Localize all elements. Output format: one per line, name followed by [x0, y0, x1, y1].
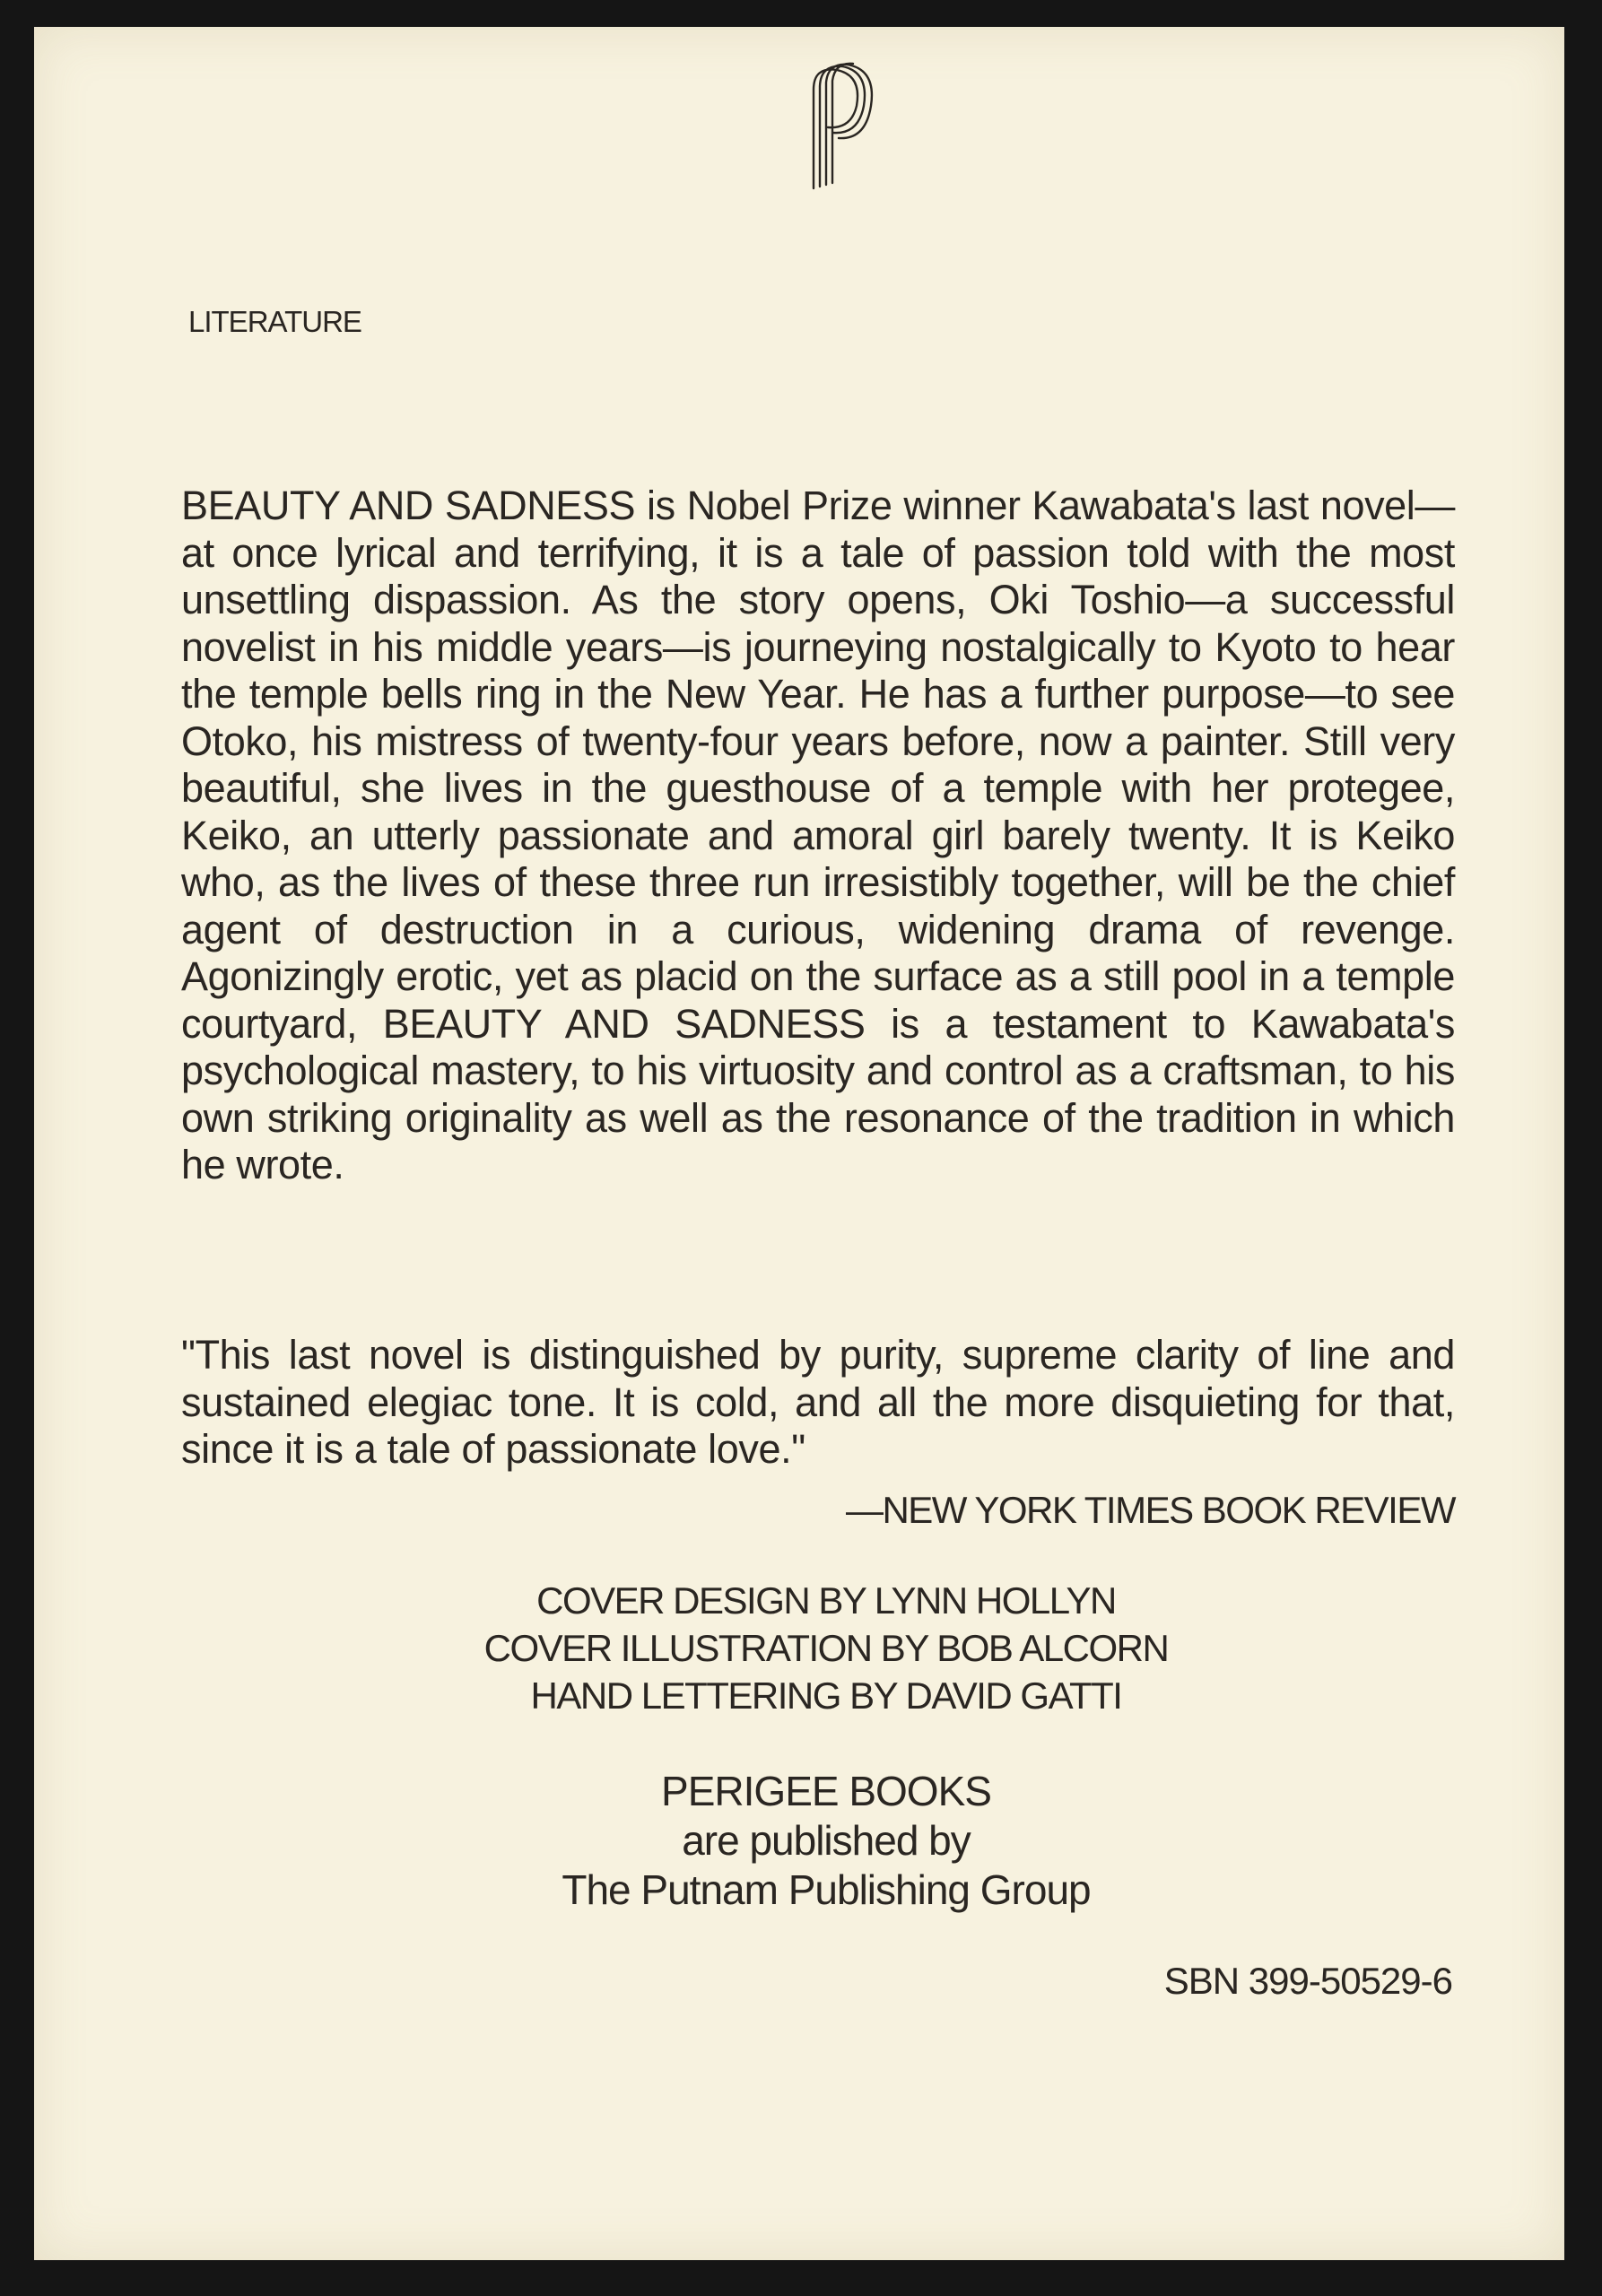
review-quote: "This last novel is distinguished by purity, supreme clarity of line and sustained elegiac tone. It is cold, and all the more disquieting for that, since it is a tale of passionate love." — [181, 1332, 1455, 1472]
isbn-number: SBN 399-50529-6 — [1163, 1960, 1452, 2002]
credit-line: COVER DESIGN BY LYNN HOLLYN — [536, 1579, 1116, 1622]
publisher-imprint: PERIGEE BOOKS — [661, 1768, 991, 1814]
publisher-block — [34, 1767, 1564, 1915]
publisher-line: are published by — [682, 1817, 971, 1864]
category-label: LITERATURE — [188, 305, 361, 338]
book-description: BEAUTY AND SADNESS is Nobel Prize winner Kawabata's last novel—at once lyrical and terrifying, it is a tale of passion told with the most unsettling dispassion. As the story opens, Oki Toshio—a successful novelist in his middle years—is journeying nostalgically to Kyoto to hear the temple bells ring in the New Year. He has a further purpose—to see Otoko, his mistress of twenty-four years before, now a painter. Still very beautiful, she lives in the guesthouse of a temple with her protegee, Keiko, an utterly passionate and amoral girl barely twenty. It is Keiko who, as the lives of these three run irresistibly together, will be the chief agent of destruction in a curious, widening drama of revenge. Agonizingly erotic, yet as placid on the surface as a still pool in a temple courtyard, BEAUTY AND SADNESS is a testament to Kawabata's psychological mastery, to his virtuosity and control as a craftsman, to his own striking originality as well as the resonance of the tradition in which he wrote. — [181, 483, 1455, 1187]
credit-line: COVER ILLUSTRATION BY BOB ALCORN — [483, 1627, 1169, 1669]
publisher-name: The Putnam Publishing Group — [562, 1866, 1091, 1913]
design-credits — [34, 1577, 1564, 1719]
credit-line: HAND LETTERING BY DAVID GATTI — [530, 1674, 1122, 1717]
perigee-logo-icon — [801, 54, 882, 197]
quote-attribution: —NEW YORK TIMES BOOK REVIEW — [845, 1489, 1455, 1531]
back-cover — [34, 27, 1564, 2260]
